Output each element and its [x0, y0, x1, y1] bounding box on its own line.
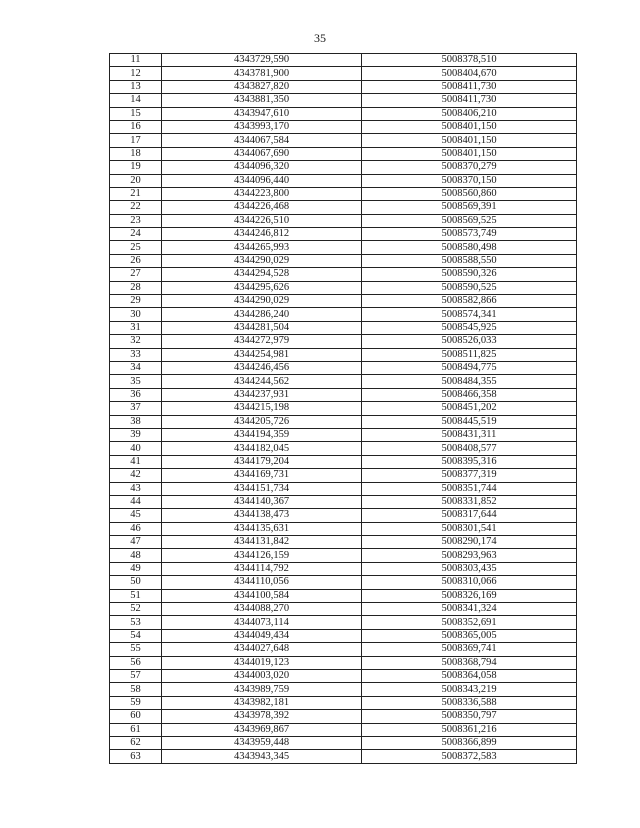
point-number-cell: 43: [110, 482, 162, 495]
y-coordinate-cell: 5008588,550: [362, 254, 577, 267]
y-coordinate-cell: 5008573,749: [362, 228, 577, 241]
x-coordinate-cell: 4344003,020: [162, 669, 362, 682]
table-row: [110, 428, 577, 441]
table-row: [110, 281, 577, 294]
x-coordinate-cell: 4344182,045: [162, 442, 362, 455]
table-row: [110, 723, 577, 736]
point-number-cell: 13: [110, 80, 162, 93]
y-coordinate-cell: 5008317,644: [362, 509, 577, 522]
table-row: [110, 710, 577, 723]
y-coordinate-cell: 5008341,324: [362, 603, 577, 616]
x-coordinate-cell: 4344272,979: [162, 335, 362, 348]
point-number-cell: 62: [110, 736, 162, 749]
table-row: [110, 80, 577, 93]
y-coordinate-cell: 5008366,899: [362, 736, 577, 749]
point-number-cell: 42: [110, 469, 162, 482]
point-number-cell: 58: [110, 683, 162, 696]
table-row: [110, 696, 577, 709]
point-number-cell: 22: [110, 201, 162, 214]
y-coordinate-cell: 5008404,670: [362, 67, 577, 80]
x-coordinate-cell: 4343989,759: [162, 683, 362, 696]
x-coordinate-cell: 4344169,731: [162, 469, 362, 482]
point-number-cell: 14: [110, 94, 162, 107]
y-coordinate-cell: 5008545,925: [362, 321, 577, 334]
y-coordinate-cell: 5008370,150: [362, 174, 577, 187]
point-number-cell: 34: [110, 361, 162, 374]
y-coordinate-cell: 5008369,741: [362, 643, 577, 656]
table-row: [110, 361, 577, 374]
y-coordinate-cell: 5008378,510: [362, 54, 577, 67]
y-coordinate-cell: 5008451,202: [362, 402, 577, 415]
table-row: [110, 94, 577, 107]
point-number-cell: 32: [110, 335, 162, 348]
table-row: [110, 522, 577, 535]
y-coordinate-cell: 5008370,279: [362, 161, 577, 174]
table-row: [110, 147, 577, 160]
x-coordinate-cell: 4344237,931: [162, 388, 362, 401]
x-coordinate-cell: 4344223,800: [162, 187, 362, 200]
x-coordinate-cell: 4344290,029: [162, 295, 362, 308]
table-row: [110, 335, 577, 348]
point-number-cell: 30: [110, 308, 162, 321]
table-row: [110, 750, 577, 763]
y-coordinate-cell: 5008290,174: [362, 536, 577, 549]
x-coordinate-cell: 4344135,631: [162, 522, 362, 535]
y-coordinate-cell: 5008303,435: [362, 562, 577, 575]
y-coordinate-cell: 5008352,691: [362, 616, 577, 629]
point-number-cell: 23: [110, 214, 162, 227]
x-coordinate-cell: 4344281,504: [162, 321, 362, 334]
x-coordinate-cell: 4344295,626: [162, 281, 362, 294]
x-coordinate-cell: 4343978,392: [162, 710, 362, 723]
table-row: [110, 656, 577, 669]
table-row: [110, 669, 577, 682]
x-coordinate-cell: 4343729,590: [162, 54, 362, 67]
table-row: [110, 469, 577, 482]
x-coordinate-cell: 4344215,198: [162, 402, 362, 415]
x-coordinate-cell: 4344140,367: [162, 495, 362, 508]
table-row: [110, 348, 577, 361]
table-row: [110, 161, 577, 174]
point-number-cell: 49: [110, 562, 162, 575]
y-coordinate-cell: 5008401,150: [362, 134, 577, 147]
x-coordinate-cell: 4343993,170: [162, 120, 362, 133]
point-number-cell: 61: [110, 723, 162, 736]
point-number-cell: 45: [110, 509, 162, 522]
y-coordinate-cell: 5008364,058: [362, 669, 577, 682]
point-number-cell: 52: [110, 603, 162, 616]
y-coordinate-cell: 5008580,498: [362, 241, 577, 254]
point-number-cell: 51: [110, 589, 162, 602]
y-coordinate-cell: 5008401,150: [362, 147, 577, 160]
point-number-cell: 50: [110, 576, 162, 589]
table-row: [110, 629, 577, 642]
x-coordinate-cell: 4344151,734: [162, 482, 362, 495]
point-number-cell: 54: [110, 629, 162, 642]
table-row: [110, 683, 577, 696]
x-coordinate-cell: 4343881,350: [162, 94, 362, 107]
table-row: [110, 495, 577, 508]
x-coordinate-cell: 4344205,726: [162, 415, 362, 428]
y-coordinate-cell: 5008494,775: [362, 361, 577, 374]
x-coordinate-cell: 4344246,456: [162, 361, 362, 374]
x-coordinate-cell: 4344254,981: [162, 348, 362, 361]
table-row: [110, 107, 577, 120]
x-coordinate-cell: 4344096,320: [162, 161, 362, 174]
point-number-cell: 35: [110, 375, 162, 388]
point-number-cell: 46: [110, 522, 162, 535]
coordinates-table: [109, 53, 577, 764]
y-coordinate-cell: 5008445,519: [362, 415, 577, 428]
x-coordinate-cell: 4344096,440: [162, 174, 362, 187]
point-number-cell: 12: [110, 67, 162, 80]
y-coordinate-cell: 5008526,033: [362, 335, 577, 348]
y-coordinate-cell: 5008331,852: [362, 495, 577, 508]
table-row: [110, 120, 577, 133]
point-number-cell: 55: [110, 643, 162, 656]
table-row: [110, 187, 577, 200]
point-number-cell: 27: [110, 268, 162, 281]
point-number-cell: 31: [110, 321, 162, 334]
x-coordinate-cell: 4344126,159: [162, 549, 362, 562]
table-row: [110, 308, 577, 321]
point-number-cell: 56: [110, 656, 162, 669]
x-coordinate-cell: 4343969,867: [162, 723, 362, 736]
x-coordinate-cell: 4344067,584: [162, 134, 362, 147]
table-row: [110, 388, 577, 401]
table-row: [110, 134, 577, 147]
table-row: [110, 214, 577, 227]
table-row: [110, 616, 577, 629]
x-coordinate-cell: 4344226,510: [162, 214, 362, 227]
table-row: [110, 643, 577, 656]
table-row: [110, 241, 577, 254]
x-coordinate-cell: 4344226,468: [162, 201, 362, 214]
x-coordinate-cell: 4344114,792: [162, 562, 362, 575]
point-number-cell: 19: [110, 161, 162, 174]
x-coordinate-cell: 4344088,270: [162, 603, 362, 616]
x-coordinate-cell: 4344138,473: [162, 509, 362, 522]
table-row: [110, 576, 577, 589]
x-coordinate-cell: 4344027,648: [162, 643, 362, 656]
y-coordinate-cell: 5008301,541: [362, 522, 577, 535]
point-number-cell: 26: [110, 254, 162, 267]
y-coordinate-cell: 5008361,216: [362, 723, 577, 736]
x-coordinate-cell: 4343943,345: [162, 750, 362, 763]
point-number-cell: 39: [110, 428, 162, 441]
table-row: [110, 174, 577, 187]
table-row: [110, 482, 577, 495]
point-number-cell: 60: [110, 710, 162, 723]
point-number-cell: 41: [110, 455, 162, 468]
table-row: [110, 603, 577, 616]
y-coordinate-cell: 5008310,066: [362, 576, 577, 589]
table-row: [110, 589, 577, 602]
table-row: [110, 549, 577, 562]
point-number-cell: 36: [110, 388, 162, 401]
x-coordinate-cell: 4344049,434: [162, 629, 362, 642]
point-number-cell: 21: [110, 187, 162, 200]
table-row: [110, 536, 577, 549]
y-coordinate-cell: 5008582,866: [362, 295, 577, 308]
page-number: 35: [314, 31, 326, 45]
x-coordinate-cell: 4344073,114: [162, 616, 362, 629]
point-number-cell: 15: [110, 107, 162, 120]
y-coordinate-cell: 5008326,169: [362, 589, 577, 602]
point-number-cell: 40: [110, 442, 162, 455]
x-coordinate-cell: 4344246,812: [162, 228, 362, 241]
table-row: [110, 321, 577, 334]
y-coordinate-cell: 5008590,326: [362, 268, 577, 281]
table-row: [110, 295, 577, 308]
point-number-cell: 33: [110, 348, 162, 361]
x-coordinate-cell: 4344131,842: [162, 536, 362, 549]
table-row: [110, 736, 577, 749]
y-coordinate-cell: 5008368,794: [362, 656, 577, 669]
table-row: [110, 228, 577, 241]
table-row: [110, 402, 577, 415]
y-coordinate-cell: 5008408,577: [362, 442, 577, 455]
x-coordinate-cell: 4344294,528: [162, 268, 362, 281]
x-coordinate-cell: 4344265,993: [162, 241, 362, 254]
y-coordinate-cell: 5008411,730: [362, 80, 577, 93]
y-coordinate-cell: 5008484,355: [362, 375, 577, 388]
point-number-cell: 48: [110, 549, 162, 562]
point-number-cell: 29: [110, 295, 162, 308]
point-number-cell: 53: [110, 616, 162, 629]
x-coordinate-cell: 4343947,610: [162, 107, 362, 120]
table-row: [110, 415, 577, 428]
y-coordinate-cell: 5008569,391: [362, 201, 577, 214]
point-number-cell: 44: [110, 495, 162, 508]
point-number-cell: 37: [110, 402, 162, 415]
y-coordinate-cell: 5008293,963: [362, 549, 577, 562]
y-coordinate-cell: 5008569,525: [362, 214, 577, 227]
table-row: [110, 268, 577, 281]
point-number-cell: 25: [110, 241, 162, 254]
table-row: [110, 442, 577, 455]
y-coordinate-cell: 5008406,210: [362, 107, 577, 120]
x-coordinate-cell: 4343827,820: [162, 80, 362, 93]
point-number-cell: 59: [110, 696, 162, 709]
point-number-cell: 16: [110, 120, 162, 133]
x-coordinate-cell: 4344100,584: [162, 589, 362, 602]
y-coordinate-cell: 5008560,860: [362, 187, 577, 200]
y-coordinate-cell: 5008431,311: [362, 428, 577, 441]
y-coordinate-cell: 5008350,797: [362, 710, 577, 723]
x-coordinate-cell: 4344067,690: [162, 147, 362, 160]
table-row: [110, 254, 577, 267]
y-coordinate-cell: 5008343,219: [362, 683, 577, 696]
y-coordinate-cell: 5008511,825: [362, 348, 577, 361]
point-number-cell: 38: [110, 415, 162, 428]
x-coordinate-cell: 4343781,900: [162, 67, 362, 80]
x-coordinate-cell: 4344110,056: [162, 576, 362, 589]
y-coordinate-cell: 5008395,316: [362, 455, 577, 468]
point-number-cell: 20: [110, 174, 162, 187]
x-coordinate-cell: 4343982,181: [162, 696, 362, 709]
x-coordinate-cell: 4343959,448: [162, 736, 362, 749]
point-number-cell: 47: [110, 536, 162, 549]
table-row: [110, 67, 577, 80]
table-row: [110, 54, 577, 67]
table-row: [110, 509, 577, 522]
x-coordinate-cell: 4344194,359: [162, 428, 362, 441]
table-row: [110, 375, 577, 388]
point-number-cell: 17: [110, 134, 162, 147]
point-number-cell: 57: [110, 669, 162, 682]
y-coordinate-cell: 5008466,358: [362, 388, 577, 401]
y-coordinate-cell: 5008336,588: [362, 696, 577, 709]
table-row: [110, 201, 577, 214]
x-coordinate-cell: 4344179,204: [162, 455, 362, 468]
x-coordinate-cell: 4344244,562: [162, 375, 362, 388]
y-coordinate-cell: 5008401,150: [362, 120, 577, 133]
coordinates-table-body: [110, 54, 577, 764]
point-number-cell: 18: [110, 147, 162, 160]
point-number-cell: 11: [110, 54, 162, 67]
y-coordinate-cell: 5008590,525: [362, 281, 577, 294]
x-coordinate-cell: 4344286,240: [162, 308, 362, 321]
y-coordinate-cell: 5008574,341: [362, 308, 577, 321]
x-coordinate-cell: 4344290,029: [162, 254, 362, 267]
point-number-cell: 63: [110, 750, 162, 763]
y-coordinate-cell: 5008351,744: [362, 482, 577, 495]
point-number-cell: 28: [110, 281, 162, 294]
x-coordinate-cell: 4344019,123: [162, 656, 362, 669]
y-coordinate-cell: 5008377,319: [362, 469, 577, 482]
y-coordinate-cell: 5008365,005: [362, 629, 577, 642]
y-coordinate-cell: 5008372,583: [362, 750, 577, 763]
y-coordinate-cell: 5008411,730: [362, 94, 577, 107]
point-number-cell: 24: [110, 228, 162, 241]
table-row: [110, 562, 577, 575]
table-row: [110, 455, 577, 468]
